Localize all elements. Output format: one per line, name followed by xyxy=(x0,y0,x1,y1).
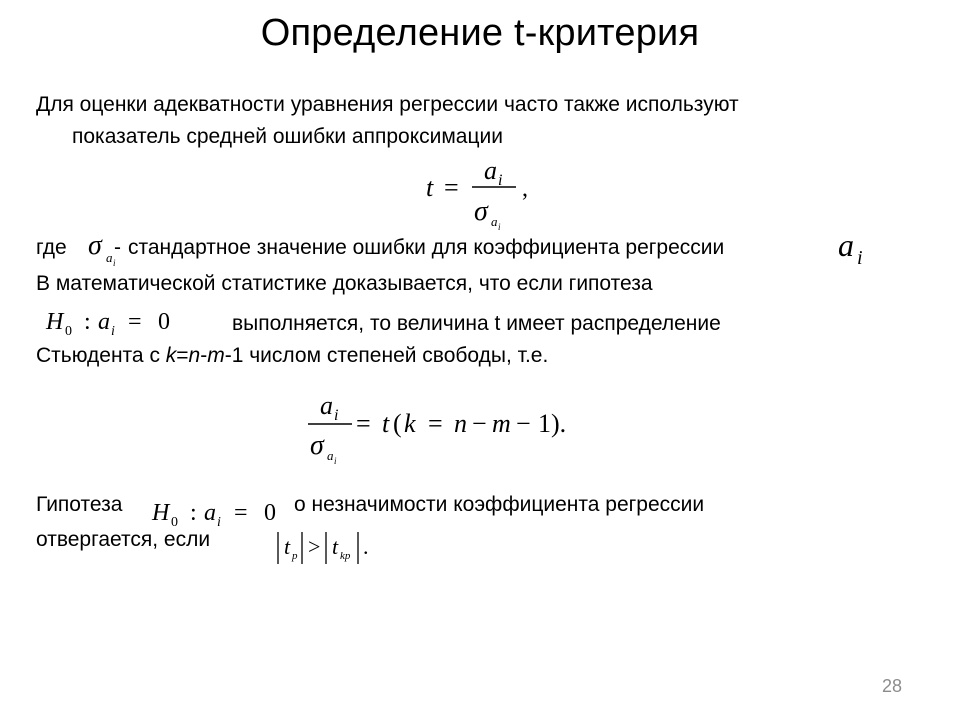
formula-t-definition xyxy=(420,152,550,232)
formula-symbol: σ xyxy=(88,230,102,261)
formula-symbol: i xyxy=(113,258,116,268)
formula-symbol: 0 xyxy=(171,515,178,530)
hypothesis-line-2: выполняется, то величина t имеет распределение xyxy=(232,312,721,335)
hypothesis-line-3-start: Стьюдента с xyxy=(36,344,166,367)
sigma-ai-inline xyxy=(84,228,130,272)
hypothesis-line-3 xyxy=(36,344,548,368)
formula-symbol: i xyxy=(498,172,503,189)
formula-symbol: a xyxy=(320,391,333,420)
formula-symbol: 0 xyxy=(158,309,170,335)
formula-symbol: H xyxy=(46,309,64,335)
formula-symbol: 0 xyxy=(65,324,72,339)
var-k: k xyxy=(165,344,177,367)
formula-symbol: n xyxy=(454,409,467,438)
formula-symbol: . xyxy=(363,534,369,559)
formula-symbol: i xyxy=(334,407,339,424)
formula-symbol: : xyxy=(190,500,197,526)
formula-symbol: a xyxy=(491,214,498,229)
formula-symbol: 1). xyxy=(538,409,567,438)
formula-symbol: t xyxy=(426,173,434,202)
formula-symbol: > xyxy=(308,534,321,559)
formula-rejection-condition xyxy=(272,526,392,570)
where-prefix: где xyxy=(36,236,67,259)
formula-symbol: : xyxy=(84,309,91,335)
formula-symbol: = xyxy=(128,309,142,335)
formula-symbol: H xyxy=(152,500,170,526)
formula-symbol: k xyxy=(404,409,416,438)
var-m: m xyxy=(207,344,225,367)
formula-symbol: = xyxy=(356,409,371,438)
intro-line-1: Для оценки адекватности уравнения регрессии часто также используют xyxy=(36,93,739,116)
formula-symbol: a xyxy=(204,500,216,526)
var-n: n xyxy=(188,344,201,367)
formula-symbol: ( xyxy=(393,409,402,438)
equals-sign: = xyxy=(176,344,189,367)
slide-title: Определение t-критерия xyxy=(260,12,700,54)
formula-symbol: t xyxy=(284,534,291,559)
where-text: стандартное значение ошибки для коэффициента регрессии xyxy=(128,236,725,259)
formula-symbol: σ xyxy=(310,430,324,461)
formula-symbol: a xyxy=(106,250,113,265)
formula-symbol: − xyxy=(472,409,487,438)
formula-symbol: , xyxy=(522,176,528,202)
formula-symbol: = xyxy=(444,173,459,202)
formula-symbol: t xyxy=(332,534,339,559)
formula-symbol: kp xyxy=(340,550,351,562)
ai-inline xyxy=(834,226,884,272)
where-dash: - xyxy=(114,236,121,259)
formula-symbol: σ xyxy=(474,196,488,227)
formula-t-distribution xyxy=(300,386,590,470)
page-number: 28 xyxy=(881,676,902,696)
rejection-line-1b: о незначимости коэффициента регрессии xyxy=(294,493,705,516)
formula-symbol: = xyxy=(428,409,443,438)
formula-symbol: = xyxy=(234,500,248,526)
formula-symbol: 0 xyxy=(264,500,276,526)
intro-line-2: показатель средней ошибки аппроксимации xyxy=(72,125,503,148)
formula-symbol: m xyxy=(492,409,511,438)
formula-symbol: i xyxy=(498,222,501,232)
formula-symbol: t xyxy=(382,409,390,438)
formula-symbol: a xyxy=(327,448,334,463)
formula-symbol: a xyxy=(98,309,110,335)
minus-sign: - xyxy=(200,344,208,367)
formula-symbol: − xyxy=(516,409,531,438)
formula-symbol: a xyxy=(838,227,854,263)
rejection-line-1a: Гипотеза xyxy=(36,493,123,516)
hypothesis-line-3-end: -1 числом степеней свободы, т.е. xyxy=(224,344,549,367)
rejection-line-2: отвергается, если xyxy=(36,528,211,551)
formula-symbol: i xyxy=(334,456,337,466)
hypothesis-line-1: В математической статистике доказывается, что если гипотеза xyxy=(36,272,653,295)
formula-symbol: i xyxy=(111,324,115,339)
formula-symbol: p xyxy=(292,550,298,562)
formula-symbol: i xyxy=(857,247,863,269)
formula-h0-1 xyxy=(40,302,190,342)
formula-symbol: a xyxy=(484,156,497,185)
formula-symbol: i xyxy=(217,515,221,530)
